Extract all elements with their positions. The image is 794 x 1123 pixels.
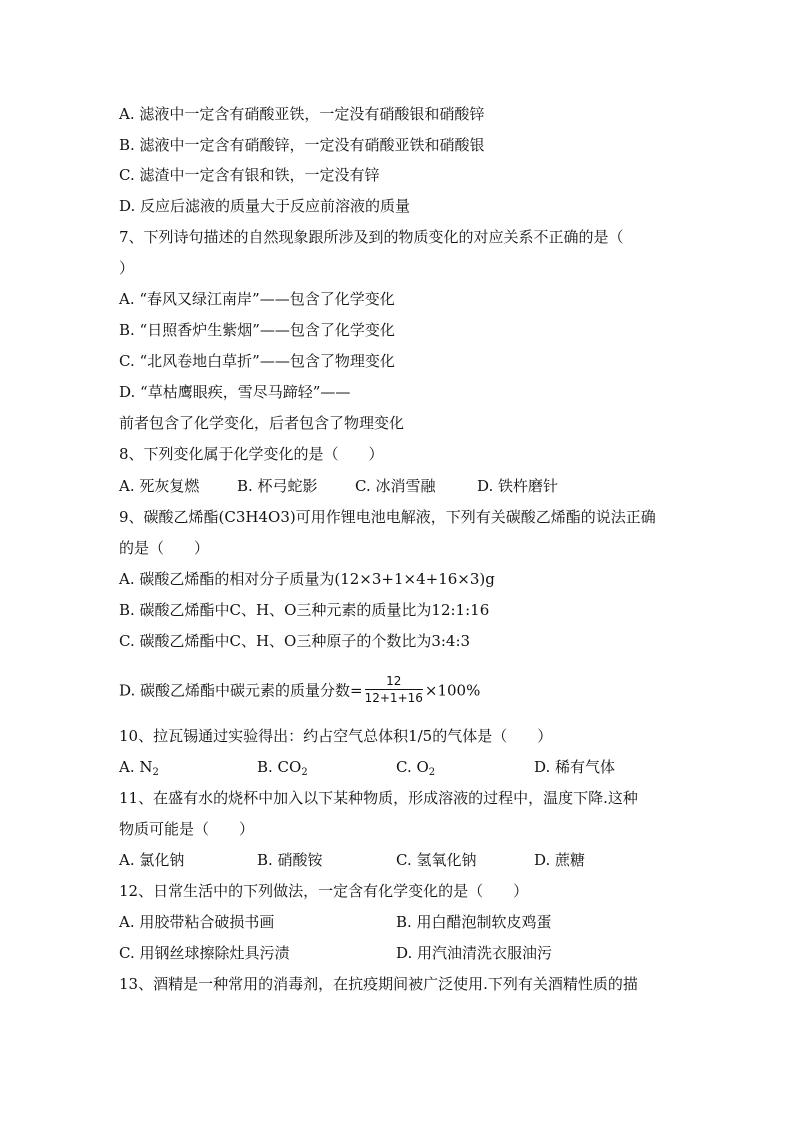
- q12-option-b: B. 用白醋泡制软皮鸡蛋: [396, 913, 552, 931]
- q10-option-a: [119, 757, 159, 777]
- q9-option-d-prefix: D. 碳酸乙烯酯中碳元素的质量分数=: [119, 681, 363, 700]
- q8-stem: 8、下列变化属于化学变化的是（ ）: [119, 445, 384, 463]
- q10-option-b-text: B. CO: [257, 758, 302, 776]
- q8-option-b: B. 杯弓蛇影: [237, 477, 318, 495]
- q10-options-row: [119, 757, 679, 777]
- q10-option-b-subscript: 2: [301, 767, 308, 778]
- q10-option-d: D. 稀有气体: [534, 758, 616, 776]
- q11-stem-line2: 物质可能是（ ）: [119, 820, 255, 838]
- q10-option-c-text: C. O: [396, 758, 429, 776]
- q10-option-a-text: A. N: [119, 758, 153, 776]
- q9-stem-line1: 9、碳酸乙烯酯(C3H4O3)可用作锂电池电解液，下列有关碳酸乙烯酯的说法正确: [119, 508, 656, 526]
- q13-stem-line1: 13、酒精是一种常用的消毒剂，在抗疫期间被广泛使用.下列有关酒精性质的描: [119, 975, 638, 993]
- q8-option-a: A. 死灰复燃: [119, 477, 200, 495]
- q6-option-c: C. 滤渣中一定含有银和铁，一定没有锌: [119, 166, 380, 184]
- q11-option-a: A. 氯化钠: [119, 851, 185, 869]
- q7-stem-line2: ）: [119, 259, 135, 277]
- q9-option-d: [119, 676, 480, 707]
- q10-option-c: [396, 757, 435, 777]
- q11-option-b: B. 硝酸铵: [257, 851, 323, 869]
- q12-options-row2: [119, 943, 679, 963]
- q12-option-d: D. 用汽油清洗衣服油污: [396, 944, 553, 962]
- q7-option-d: D. “草枯鹰眼疾，雪尽马蹄轻”——: [119, 383, 351, 401]
- q6-option-a: A. 滤液中一定含有硝酸亚铁，一定没有硝酸银和硝酸锌: [119, 105, 485, 123]
- q8-option-d: D. 铁杵磨针: [477, 477, 559, 495]
- q7-option-a: A. “春风又绿江南岸”——包含了化学变化: [119, 290, 395, 308]
- q12-options-row1: [119, 912, 679, 932]
- q10-option-c-subscript: 2: [428, 767, 436, 778]
- q8-options-row: [119, 476, 679, 496]
- q7-option-c: C. “北风卷地白草折”——包含了物理变化: [119, 352, 395, 370]
- q8-option-c: C. 冰消雪融: [355, 477, 436, 495]
- q10-stem: 10、拉瓦锡通过实验得出：约占空气总体积1/5的气体是（ ）: [119, 727, 553, 745]
- q7-option-b: B. “日照香炉生紫烟”——包含了化学变化: [119, 321, 395, 339]
- fraction-numerator: 12: [365, 674, 423, 690]
- q12-option-a: A. 用胶带粘合破损书画: [119, 913, 275, 931]
- q6-option-b: B. 滤液中一定含有硝酸锌，一定没有硝酸亚铁和硝酸银: [119, 136, 485, 154]
- q9-stem-line2: 的是（ ）: [119, 539, 210, 557]
- q7-stem-line1: 7、下列诗句描述的自然现象跟所涉及到的物质变化的对应关系不正确的是（: [119, 228, 624, 246]
- q10-option-b: [257, 757, 308, 777]
- mass-fraction-formula: [365, 674, 423, 705]
- q7-option-d-continued: 前者包含了化学变化，后者包含了物理变化: [119, 414, 405, 432]
- q12-stem: 12、日常生活中的下列做法，一定含有化学变化的是（ ）: [119, 882, 529, 900]
- q9-option-c: C. 碳酸乙烯酯中C、H、O三种原子的个数比为3:4:3: [119, 632, 471, 650]
- q10-option-a-subscript: 2: [152, 767, 159, 778]
- q9-option-a: A. 碳酸乙烯酯的相对分子质量为(12×3+1×4+16×3)g: [119, 570, 495, 588]
- q6-option-d: D. 反应后滤液的质量大于反应前溶液的质量: [119, 197, 411, 215]
- fraction-denominator: 12+1+16: [364, 691, 423, 705]
- q9-option-d-suffix: ×100%: [424, 681, 481, 700]
- q11-option-c: C. 氢氧化钠: [396, 851, 477, 869]
- q12-option-c: C. 用钢丝球擦除灶具污渍: [119, 944, 290, 962]
- q11-options-row: [119, 850, 679, 870]
- q11-option-d: D. 蔗糖: [534, 851, 586, 869]
- q11-stem-line1: 11、在盛有水的烧杯中加入以下某种物质，形成溶液的过程中，温度下降.这种: [119, 789, 638, 807]
- q9-option-b: B. 碳酸乙烯酯中C、H、O三种元素的质量比为12:1:16: [119, 601, 490, 619]
